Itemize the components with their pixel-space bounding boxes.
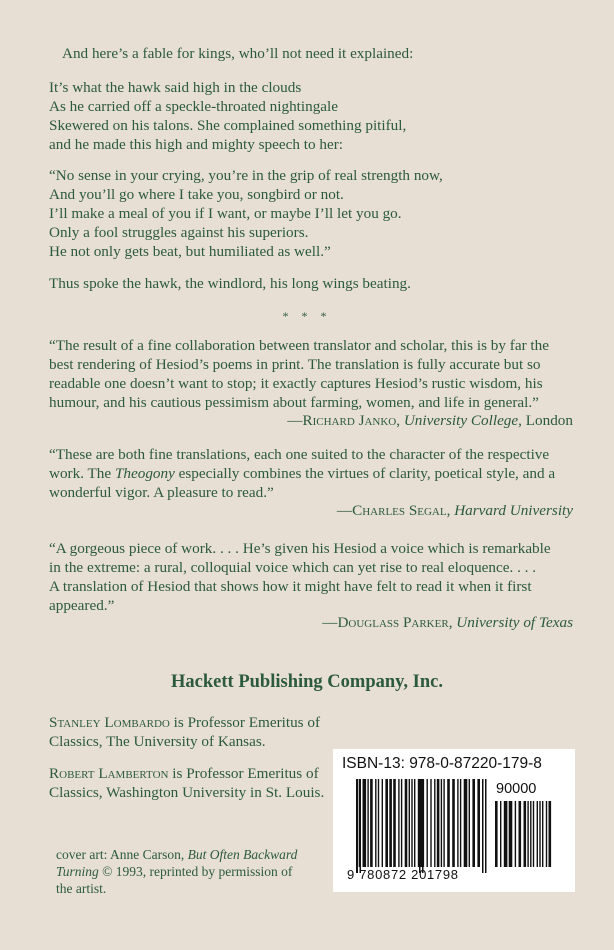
reviewer-affiliation: Harvard University (454, 502, 573, 519)
barcode-bar (464, 779, 468, 867)
barcode-bar (495, 801, 498, 867)
barcode-bar (405, 779, 408, 867)
barcode-bar (441, 779, 442, 867)
review-line: “These are both fine translations, each one suited to the character of the respective (49, 446, 550, 463)
reviewer-name: Douglass Parker (337, 614, 449, 631)
barcode-bar (504, 801, 508, 867)
fable-line: Only a fool struggles against his superiors. (49, 224, 309, 241)
author-bio: Robert Lamberton is Professor Emeritus of Classics, Washington University in St. Louis. (49, 765, 325, 801)
barcode-bar (389, 779, 392, 867)
barcode-guard-bar (485, 779, 487, 873)
barcode-bar (533, 801, 534, 867)
barcode-bar (509, 801, 513, 867)
isbn-barcode (333, 749, 575, 892)
barcode-bar (427, 779, 428, 867)
review-attribution: —Richard Janko, University College, London (287, 412, 573, 429)
barcode-bar (515, 801, 516, 867)
barcode-bar (542, 801, 543, 867)
review-line: appeared.” (49, 597, 115, 614)
barcode-digits: 9 780872 201798 (347, 867, 459, 882)
author-name: Stanley Lombardo (49, 714, 170, 731)
barcode-bar (385, 779, 388, 867)
barcode-bar (367, 779, 368, 867)
fable-intro: And here’s a fable for kings, who’ll not need it explained: (62, 45, 414, 62)
reviewer-location: London (525, 412, 573, 429)
fable-line: “No sense in your crying, you’re in the grip of real strength now, (49, 167, 443, 184)
reviewer-name: Charles Segal (352, 502, 447, 519)
review-line: work. The Theogony especially combines the virtues of clarity, poetical style, and a (49, 465, 556, 482)
barcode-bar (393, 779, 396, 867)
publisher-name: Hackett Publishing Company, Inc. (171, 672, 443, 692)
barcode-bar (537, 801, 538, 867)
barcode-bar (401, 779, 402, 867)
reviewer-affiliation: University College (403, 412, 519, 429)
book-title: Theogony (114, 465, 175, 482)
barcode-bar (500, 801, 501, 867)
barcode-bar (472, 779, 475, 867)
barcode-bar (378, 779, 379, 867)
barcode-guard-bar (482, 779, 484, 873)
barcode-guard-bar (356, 779, 358, 873)
reviewer-name: Richard Janko (302, 412, 397, 429)
barcode-bar (370, 779, 373, 867)
barcode-bar (418, 779, 419, 867)
fable-line: and he made this high and mighty speech to her: (49, 136, 343, 153)
barcode-bar (469, 779, 470, 867)
review-line: humour, and his cautious pessimism about farming, women, and life in general.” (49, 394, 539, 411)
fable-line: Skewered on his talons. She complained something pitiful, (49, 117, 407, 134)
review-line: “A gorgeous piece of work. . . . He’s given his Hesiod a voice which is remarkable (49, 540, 551, 557)
barcode-bar (539, 801, 540, 867)
barcode-bar (434, 779, 435, 867)
cover-art-credit: cover art: Anne Carson, But Often Backward Turning © 1993, reprinted by permission of the artist. (56, 847, 298, 896)
barcode-bar (363, 779, 367, 867)
barcode-bar (527, 801, 528, 867)
barcode-guard-bar (419, 779, 421, 873)
barcode-bar (460, 779, 461, 867)
review-line: “The result of a fine collaboration between translator and scholar, this is by far the (49, 337, 549, 354)
fable-line: He not only gets beat, but humiliated as well.” (49, 243, 331, 260)
barcode-bar (411, 779, 412, 867)
barcode-bar (477, 779, 480, 867)
barcode-bar (414, 779, 415, 867)
fable-line: And you’ll go where I take you, songbird or not. (49, 186, 344, 203)
barcode-guard-bar (422, 779, 424, 873)
fable-line: I’ll make a meal of you if I want, or maybe I’ll let you go. (49, 205, 402, 222)
barcode-bar (443, 779, 444, 867)
reviewer-affiliation: University of Texas (456, 614, 573, 631)
barcode-bar (549, 801, 552, 867)
fable-line: It’s what the hawk said high in the clouds (49, 79, 302, 96)
review-attribution: —Charles Segal, Harvard University (336, 502, 573, 519)
barcode-bar (382, 779, 383, 867)
price-code: 90000 (496, 781, 537, 797)
barcode-bar (409, 779, 410, 867)
barcode-bar (398, 779, 399, 867)
barcode-guard-bar (360, 779, 362, 873)
review-line: A translation of Hesiod that shows how it might have felt to read it when it first (49, 578, 532, 595)
review-line: readable one doesn’t want to stop; it exactly captures Hesiod’s rustic wisdom, his (49, 375, 543, 392)
barcode-bar (447, 779, 450, 867)
barcode-bar (524, 801, 527, 867)
barcode-bar (530, 801, 531, 867)
fable-closing: Thus spoke the hawk, the windlord, his long wings beating. (49, 275, 411, 292)
fable-line: As he carried off a speckle-throated nightingale (49, 98, 339, 115)
barcode-bar (430, 779, 431, 867)
author-bio: Stanley Lombardo is Professor Emeritus of Classics, The University of Kansas. (49, 714, 321, 750)
isbn-label: ISBN-13: 978-0-87220-179-8 (342, 755, 542, 772)
review-attribution: —Douglass Parker, University of Texas (322, 614, 573, 631)
barcode-bar (457, 779, 458, 867)
review-line: best rendering of Hesiod’s poems in print. The translation is fully accurate but so (49, 356, 541, 373)
review-line: in the extreme: a rural, colloquial voice which can yet rise to real eloquence. . . . (49, 559, 537, 576)
barcode-bar (375, 779, 376, 867)
barcode-bar (437, 779, 440, 867)
review-line: wonderful vigor. A pleasure to read.” (49, 484, 274, 501)
barcode-bar (546, 801, 547, 867)
barcode-bar (519, 801, 522, 867)
section-separator: * * * (282, 309, 332, 323)
author-name: Robert Lamberton (49, 765, 169, 782)
barcode-bar (452, 779, 455, 867)
